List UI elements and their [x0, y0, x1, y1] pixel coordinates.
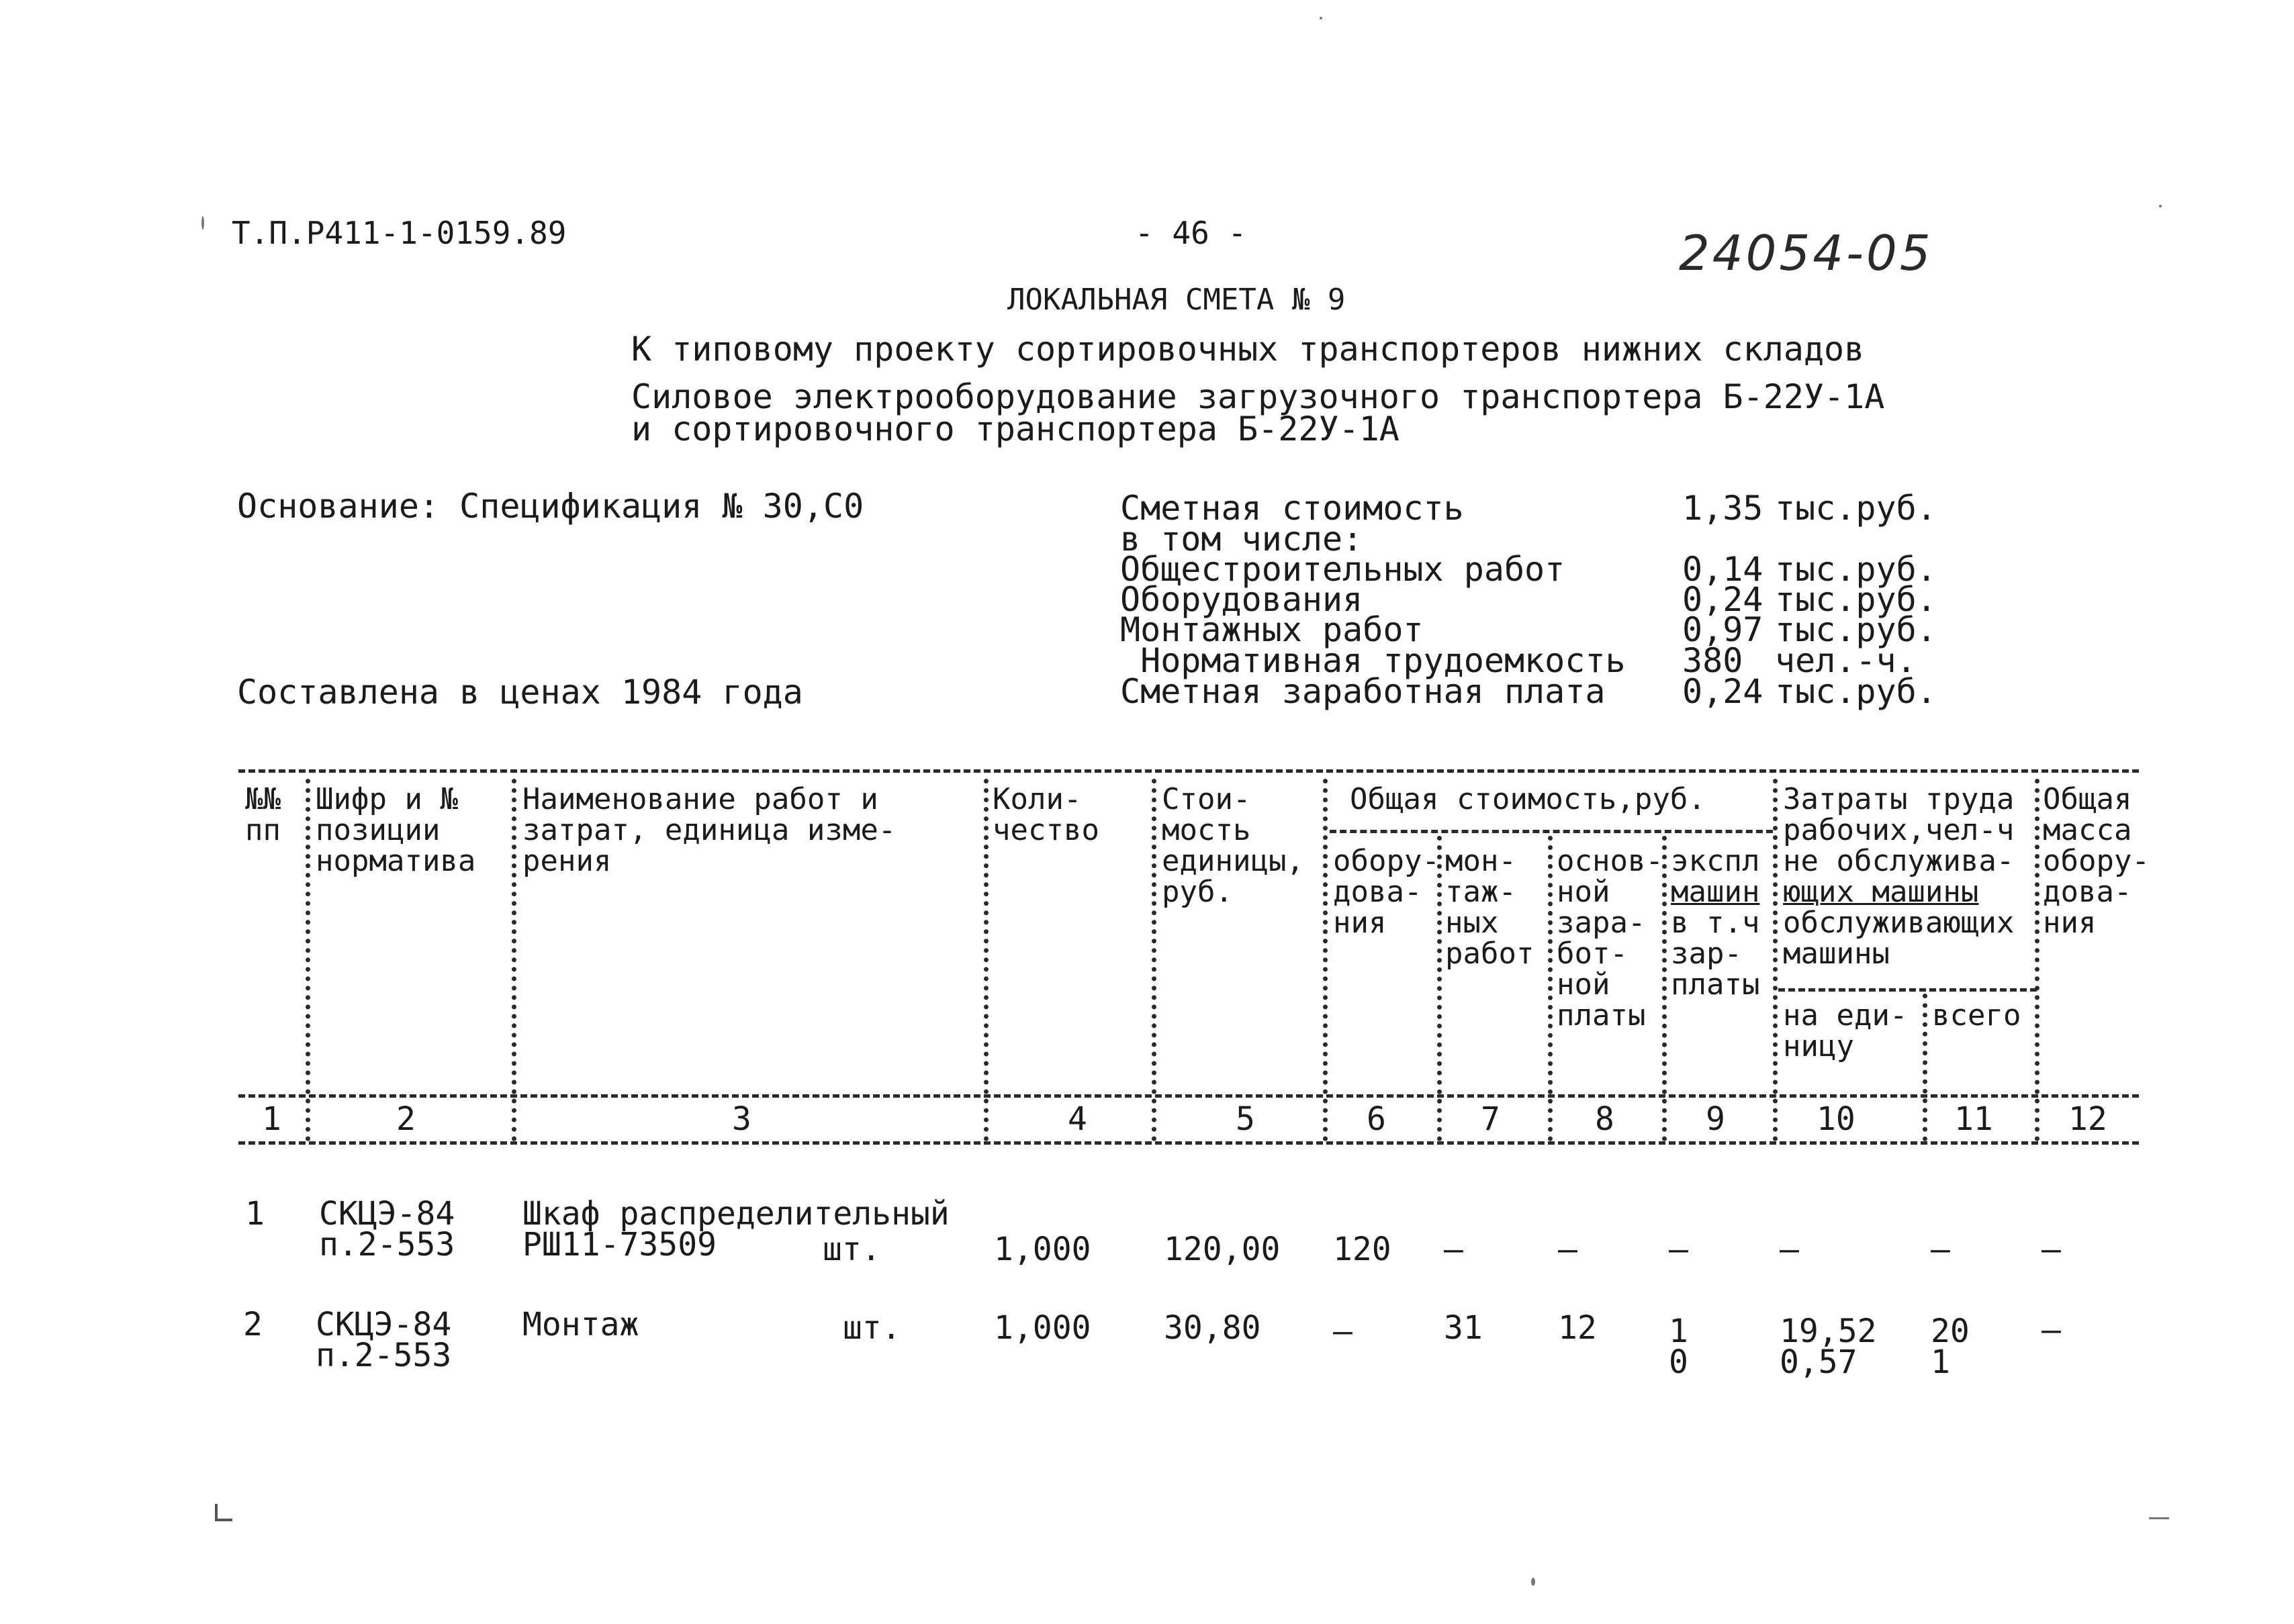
row-wage: 12 [1558, 1309, 1597, 1347]
summary-unit: тыс.руб. [1775, 550, 1937, 589]
col-separator [1323, 779, 1328, 1141]
summary-value: 0,14 [1682, 550, 1763, 589]
col-separator [2035, 779, 2039, 1141]
header-labor-machines-2: машины [1783, 937, 1890, 971]
col-number: 3 [732, 1100, 751, 1138]
col-number: 4 [1068, 1100, 1087, 1138]
col-number: 10 [1817, 1100, 1855, 1138]
row-mass: – [2041, 1311, 2061, 1349]
basis-label: Основание: Спецификация № 30,С0 [237, 487, 864, 526]
row-machines: 1 0 [1669, 1312, 1688, 1381]
header-unit-price: Стои- мость единицы, руб. [1162, 782, 1304, 909]
header-bottom-rule [238, 1094, 2139, 1098]
header-total-cost: Общая стоимость,руб. [1350, 782, 1706, 816]
document-code: Т.П.Р411-1-0159.89 [232, 215, 567, 251]
scan-speck [2149, 1517, 2169, 1519]
summary-label: Нормативная трудоемкость [1120, 641, 1626, 680]
col-numbers-bottom-rule [238, 1141, 2139, 1145]
row-unit: шт. [843, 1309, 901, 1347]
row-labor-unit: – [1780, 1231, 1799, 1268]
row-unit: шт. [823, 1231, 881, 1268]
row-equipment: 120 [1333, 1231, 1391, 1268]
col-number: 6 [1367, 1100, 1386, 1138]
row-machines: – [1669, 1231, 1688, 1268]
summary-unit: чел.-ч. [1775, 641, 1917, 680]
summary-label: Сметная стоимость [1120, 489, 1464, 528]
row-equipment: – [1333, 1312, 1352, 1350]
price-level-note: Составлена в ценах 1984 года [237, 673, 803, 712]
summary-value: 1,35 [1682, 489, 1763, 528]
scan-speck [215, 1504, 232, 1521]
col-number: 2 [396, 1100, 416, 1138]
scan-speck [1531, 1578, 1535, 1586]
summary-value: 0,24 [1682, 580, 1763, 619]
col-separator [1923, 994, 1927, 1141]
header-qty: Коли- чество [993, 782, 1099, 847]
subhead-rule-labor [1778, 988, 2037, 992]
col-separator [512, 779, 516, 1141]
row-mounting: 31 [1444, 1309, 1483, 1347]
header-labor: Затраты труда [1783, 782, 2015, 816]
col-number: 12 [2068, 1100, 2107, 1138]
col-number: 7 [1481, 1100, 1500, 1138]
row-price: 30,80 [1164, 1309, 1261, 1347]
summary-label: Оборудования [1120, 580, 1363, 619]
row-price: 120,00 [1164, 1231, 1281, 1268]
summary-label: Сметная заработная плата [1120, 672, 1606, 711]
row-name: Шкаф распределительный РШ11-73509 [522, 1195, 950, 1263]
col-number: 1 [262, 1100, 281, 1138]
row-num: 1 [245, 1195, 265, 1233]
header-machines: экспл [1671, 844, 1760, 878]
row-qty: 1,000 [994, 1231, 1091, 1268]
header-num: №№ пп [245, 782, 281, 847]
summary-unit: тыс.руб. [1775, 610, 1937, 649]
row-code: СКЦЭ-84 п.2-553 [319, 1195, 455, 1263]
header-name: Наименование работ и затрат, единица изме- рения [522, 782, 897, 878]
estimate-title: ЛОКАЛЬНАЯ СМЕТА № 9 [1007, 283, 1346, 317]
subhead-rule-total [1330, 830, 1773, 833]
summary-label: Монтажных работ [1120, 610, 1424, 649]
page-number: - 46 - [1135, 215, 1247, 251]
col-separator [1152, 779, 1156, 1141]
col-separator [1548, 836, 1553, 1141]
row-mounting: – [1444, 1231, 1463, 1268]
summary-label: в том числе: [1120, 520, 1363, 559]
handwritten-number: 24054-05 [1679, 225, 1933, 281]
header-per-unit: на еди- ницу [1783, 998, 1908, 1063]
title-line-1: К типовому проекту сортировочных транспортеров нижних складов [631, 330, 1865, 369]
row-wage: – [1558, 1231, 1577, 1268]
col-number: 5 [1236, 1100, 1255, 1138]
header-equipment: обору- дова- ния [1333, 844, 1440, 940]
table-top-rule [238, 769, 2139, 773]
header-mounting: мон- таж- ных работ [1445, 844, 1534, 971]
header-code: Шифр и № позиции норматива [316, 782, 476, 878]
row-name: Монтаж [522, 1306, 639, 1343]
col-separator [1773, 779, 1778, 1141]
summary-value: 0,97 [1682, 610, 1763, 649]
header-machines-wage: в т.ч зар- платы [1671, 906, 1760, 1002]
row-num: 2 [243, 1306, 263, 1343]
col-separator [306, 779, 310, 1141]
summary-unit: тыс.руб. [1775, 489, 1937, 528]
row-code: СКЦЭ-84 п.2-553 [316, 1306, 452, 1374]
row-labor-total: 20 1 [1931, 1312, 1970, 1381]
row-qty: 1,000 [994, 1309, 1091, 1347]
scan-speck [2159, 205, 2162, 207]
header-labor-serving: обслуживающих [1783, 906, 2015, 940]
title-line-2: Силовое электрооборудование загрузочного транспортера Б-22У-1А [631, 377, 1885, 416]
summary-unit: тыс.руб. [1775, 580, 1937, 619]
scan-speck [1320, 17, 1322, 19]
title-line-3: и сортировочного транспортера Б-22У-1А [631, 410, 1400, 448]
summary-value: 380 [1682, 641, 1743, 680]
row-mass: – [2041, 1231, 2061, 1268]
header-wage: основ- ной зара- бот- ной платы [1557, 844, 1663, 1033]
summary-value: 0,24 [1682, 672, 1763, 711]
header-total: всего [1932, 998, 2021, 1033]
summary-label: Общестроительных работ [1120, 550, 1565, 589]
scan-speck [201, 216, 204, 230]
col-number: 8 [1595, 1100, 1614, 1138]
row-labor-unit: 19,52 0,57 [1780, 1312, 1877, 1381]
col-number: 11 [1954, 1100, 1993, 1138]
summary-unit: тыс.руб. [1775, 672, 1937, 711]
header-labor-not-serving: не обслужива- [1783, 844, 2015, 878]
header-labor-machines: ющих машины [1783, 875, 1979, 909]
header-mass: Общая масса обору- дова- ния [2043, 782, 2150, 940]
col-number: 9 [1706, 1100, 1725, 1138]
header-machines-underlined: машин [1671, 875, 1760, 909]
row-labor-total: – [1931, 1231, 1950, 1268]
header-labor-workers: рабочих,чел-ч [1783, 813, 2015, 847]
col-separator [984, 779, 989, 1141]
